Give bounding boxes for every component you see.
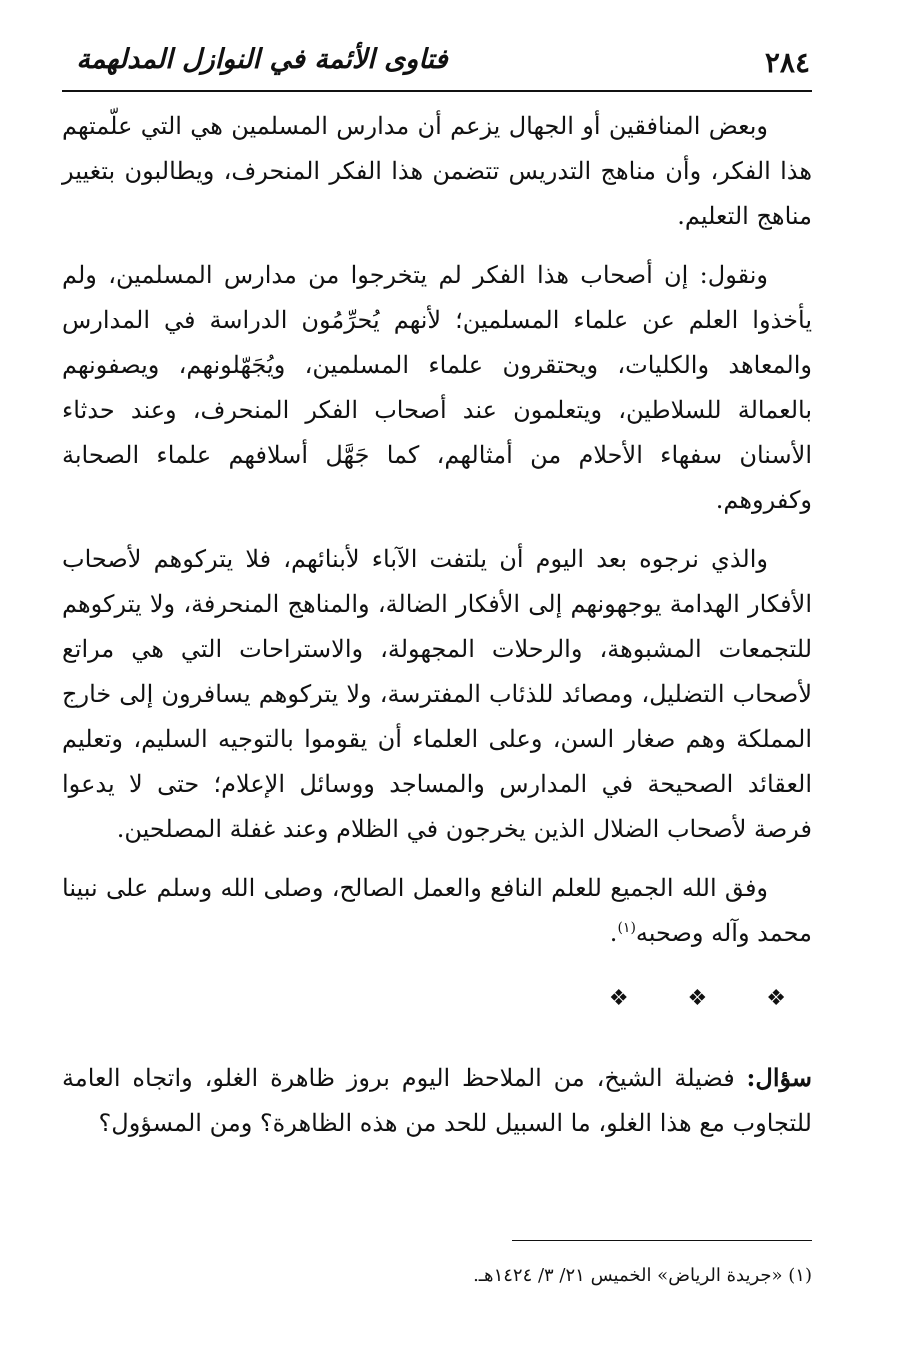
page-body [62, 104, 812, 1160]
question-paragraph [62, 1055, 812, 1146]
header-rule [62, 90, 812, 92]
question-text: فضيلة الشيخ، من الملاحظ اليوم بروز ظاهرة الغلو، واتجاه العامة للتجاوب مع هذا الغلو، ما السبيل للحد من هذه الظاهرة؟ ومن المسؤول؟ [62, 1064, 812, 1137]
footnote-rule [512, 1240, 812, 1241]
footnote-reference: (١) [617, 920, 636, 936]
running-title: فتاوى الأئمة في النوازل المدلهمة [76, 44, 448, 75]
page-header [62, 40, 812, 88]
section-separator: ❖ ❖ ❖ [608, 986, 812, 1011]
paragraph-1: وبعض المنافقين أو الجهال يزعم أن مدارس المسلمين هي التي علّمتهم هذا الفكر، وأن مناهج التدريس تتضمن هذا الفكر المنحرف، ويطالبون بتغيير مناهج التعليم. [62, 112, 812, 230]
footnote: (١) «جريدة الرياض» الخميس ٢١/ ٣/ ١٤٢٤هـ. [473, 1265, 812, 1286]
paragraph-2: ونقول: إن أصحاب هذا الفكر لم يتخرجوا من مدارس المسلمين، ولم يأخذوا العلم عن علماء المسلمين؛ لأنهم يُحرِّمُون الدراسة في المدارس والمعاهد والكليات، ويحتقرون علماء المسلمين، ويُجَهّلونهم، ويصفونهم بالعمالة للسلاطين، ويتعلمون عند أصحاب الفكر المنحرف، وعند حدثاء الأسنان سفهاء الأحلام من أمثالهم، كما جَهَّل أسلافهم علماء الصحابة وكفروهم. [62, 261, 812, 514]
closing-text: وفق الله الجميع للعلم النافع والعمل الصالح، وصلى الله وسلم على نبينا محمد وآله وصحبه [62, 874, 812, 947]
document-page [62, 0, 812, 1353]
question-label: سؤال: [746, 1063, 812, 1092]
page-number: ٢٨٤ [764, 46, 810, 79]
closing-paragraph [62, 866, 812, 956]
paragraph-3: والذي نرجوه بعد اليوم أن يلتفت الآباء لأبنائهم، فلا يتركوهم لأصحاب الأفكار الهدامة يوجهونهم إلى الأفكار الضالة، والمناهج المنحرفة، ولا يتركوهم للتجمعات المشبوهة، والرحلات المجهولة، والاستراحات التي هي مراتع لأصحاب التضليل، ومصائد للذئاب المفترسة، ولا يتركوهم يسافرون إلى خارج المملكة وهم صغار السن، وعلى العلماء أن يقوموا بالتوجيه السليم، وتعليم العقائد الصحيحة في المدارس والمساجد ووسائل الإعلام؛ حتى لا يدعوا فرصة لأصحاب الضلال الذين يخرجون في الظلام وعند غفلة المصلحين. [62, 545, 812, 843]
closing-end: . [609, 919, 618, 947]
